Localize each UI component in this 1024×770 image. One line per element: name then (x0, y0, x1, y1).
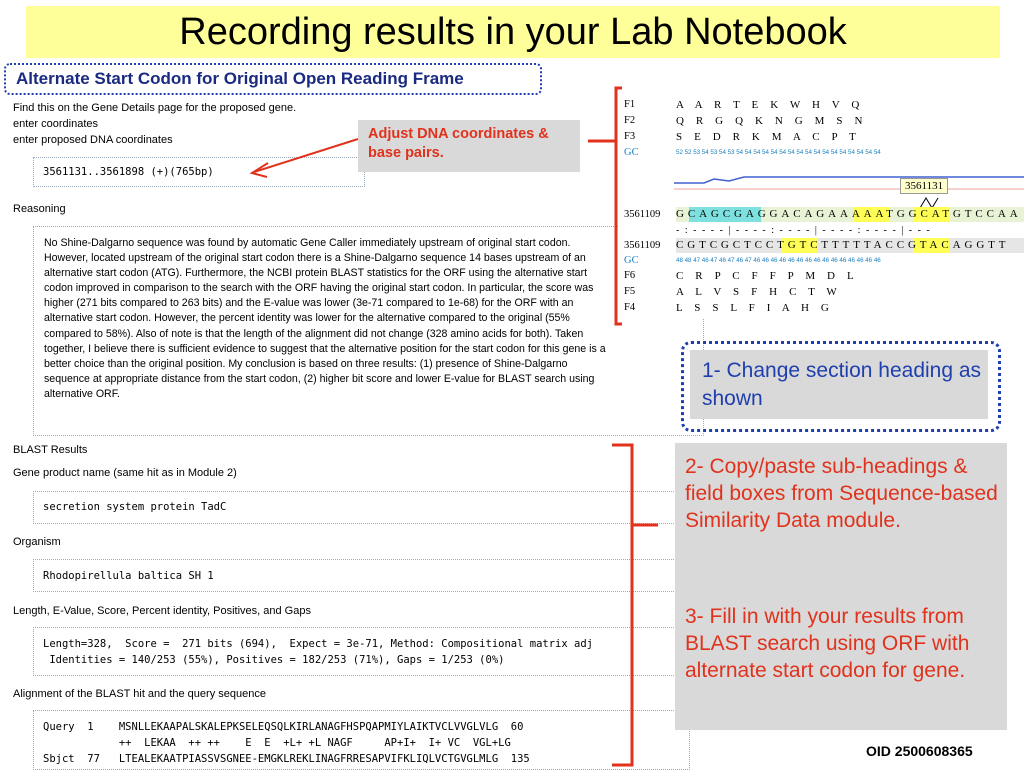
frame-f6-seq: C R P C F F P M D L (676, 270, 859, 282)
reasoning-text: No Shine-Dalgarno sequence was found by automatic Gene Caller immediately upstream of original start codon. However, located upstream of the original start codon there is a Shine-Dalgarno sequence 14 bases upstream of an alternative start codon (ATG). Furthermore, the NCBI protein BLAST statistics for the ORF using the alternative start codon improved in comparison to the search with the ORF having the original start codon. In particular, the score was higher (271 bits compared to 263 bits) and the E-value was lower (3e-71 compared to 1e-68) for the ORF with an alternative start codon. However, the percent identity was lower for the alternative compared to the original (55% compared to 58%). Also of note is that the length of the alignment did not change (328 amino acids for both). Taken together, I believe there is sufficient evidence to suggest that the alternative position for the start codon for this gene is a better choice than the original position. My conclusion is based on three results: (1) presence of Shine-Dalgarno sequence at appropriate distance from the start codon, (2) higher bit score and lower E-value for BLAST search using alternative ORF. (44, 237, 606, 400)
stats-label: Length, E-Value, Score, Percent identity, Positives, and Gaps (13, 605, 311, 617)
stats-line-1: Length=328, Score = 271 bits (694), Expect = 3e-71, Method: Compositional matrix adj (43, 638, 593, 650)
gene-product-value: secretion system protein TadC (43, 501, 227, 513)
coords-value: 3561131..3561898 (+)(765bp) (43, 166, 214, 178)
adjust-callout-text: Adjust DNA coordinates & base pairs. (368, 126, 549, 161)
steps-callout (675, 443, 1007, 730)
gc-content-plot (674, 161, 1024, 201)
coords-label: enter coordinates (13, 118, 98, 130)
top-strand: GCAGCGAGGACAGAAAAATGGCATGTCCAA (676, 208, 1022, 220)
alignment-match: ++ LEKAA ++ ++ E E +L+ +L NAGF AP+I+ I+ VC VGL+LG (43, 737, 511, 749)
frame-f4-seq: L S S L F I A H G (676, 302, 834, 314)
title-bar (26, 6, 1000, 58)
stats-field[interactable] (33, 627, 690, 676)
ruler: - : - - - - | - - - - : - - - - | - - - - : - - - - | - - - (676, 225, 932, 236)
step1-text: 1- Change section heading as shown (702, 359, 982, 410)
bottom-strand-pos: 3561109 (624, 240, 661, 251)
alignment-sbjct: Sbjct 77 LTEALEKAATPIASSVSGNEE-EMGKLREKLINAGFRRESAPVIFKLIQLVCTGVGLMLG 135 (43, 753, 530, 765)
stats-line-2: Identities = 140/253 (55%), Positives = 182/253 (71%), Gaps = 1/253 (0%) (43, 654, 505, 666)
frame-f3-seq: S E D R K M A C P T (676, 131, 861, 143)
frame-f5-seq: A L V S F H C T W (676, 286, 842, 298)
adjust-callout (358, 120, 580, 172)
frame-f1-seq: A A R T E K W H V Q (676, 99, 864, 111)
section-heading: Alternate Start Codon for Original Open Reading Frame (16, 69, 464, 88)
sequence-viewer (618, 93, 1024, 319)
organism-field[interactable] (33, 559, 690, 592)
frame-f1-label: F1 (624, 99, 636, 110)
frame-f2-label: F2 (624, 115, 636, 126)
adjust-arrow (240, 135, 365, 180)
oid-label: OID 2500608365 (866, 743, 973, 759)
reasoning-label: Reasoning (13, 203, 66, 215)
section-heading-box (4, 63, 542, 95)
proposed-coords-label: enter proposed DNA coordinates (13, 134, 173, 146)
gene-product-field[interactable] (33, 491, 690, 524)
alignment-field[interactable] (33, 710, 690, 770)
top-strand-pos: 3561109 (624, 209, 661, 220)
sequence-bracket (586, 86, 626, 328)
blast-results-label: BLAST Results (13, 444, 88, 456)
frame-f2-seq: Q R G Q K N G M S N (676, 115, 867, 127)
organism-label: Organism (13, 536, 61, 548)
coords-hint: Find this on the Gene Details page for the proposed gene. (13, 102, 297, 114)
slide-title: Recording results in your Lab Notebook (179, 11, 847, 53)
step3-text: 3- Fill in with your results from BLAST search using ORF with alternate start codon for gene. (685, 605, 970, 682)
frame-f5-label: F5 (624, 286, 636, 297)
organism-value: Rhodopirellula baltica SH 1 (43, 570, 214, 582)
gc-top-values: 52 52 53 54 53 54 53 54 54 54 54 54 54 54 54 54 54 54 54 54 54 54 54 54 (676, 149, 881, 156)
position-tag: 3561131 (900, 178, 948, 194)
gene-product-label: Gene product name (same hit as in Module 2) (13, 467, 237, 479)
blast-bracket (610, 443, 665, 768)
gc-bottom-label: GC (624, 255, 639, 266)
bottom-strand: CGTCGCTCCTGTCTTTTTACCGTACAGGTT (676, 239, 1010, 251)
frame-f3-label: F3 (624, 131, 636, 142)
frame-f6-label: F6 (624, 270, 636, 281)
step1-callout (690, 350, 988, 419)
alignment-label: Alignment of the BLAST hit and the query sequence (13, 688, 266, 700)
frame-f4-label: F4 (624, 302, 636, 313)
step2-text: 2- Copy/paste sub-headings & field boxes from Sequence-based Similarity Data module. (685, 455, 998, 532)
gc-top-label: GC (624, 147, 639, 158)
gc-bottom-values: 48 48 47 46 47 46 47 46 47 46 46 46 46 46 46 46 46 46 46 46 46 46 46 46 (676, 257, 881, 264)
alignment-query: Query 1 MSNLLEKAAPALSKALEPKSELEQSQLKIRLANAGFHSPQAPMIYLAIKTVCLVVGLVLG 60 (43, 721, 524, 733)
